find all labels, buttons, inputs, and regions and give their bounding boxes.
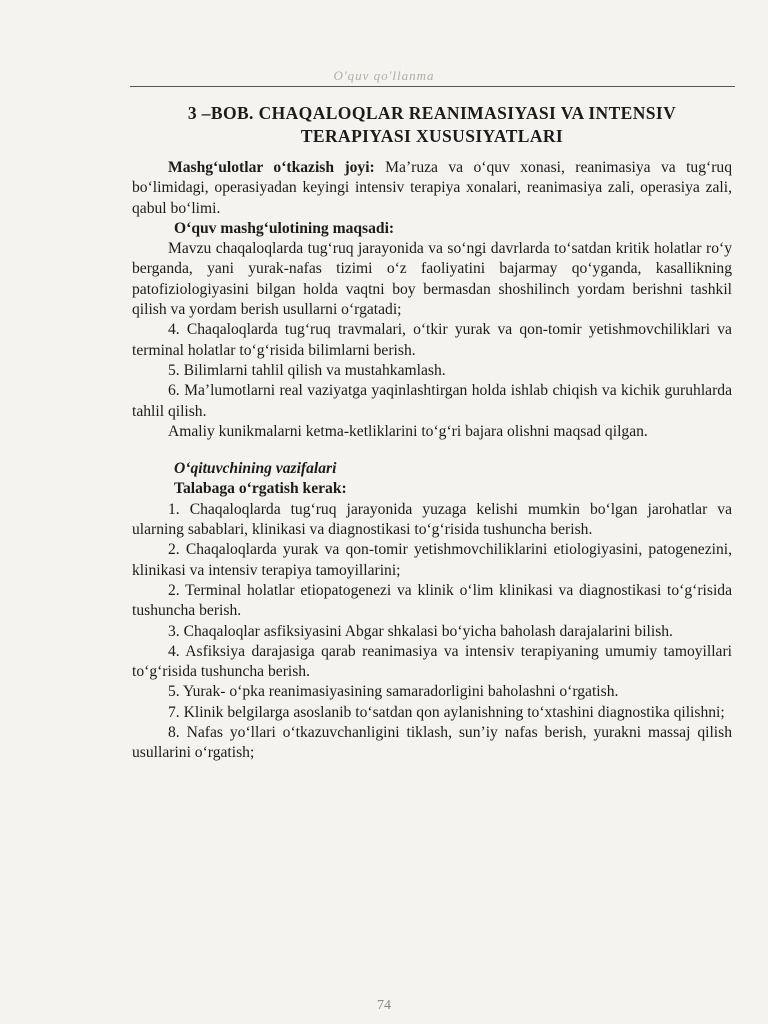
running-head: O'quv qo'llanma bbox=[333, 68, 435, 83]
goal-item bbox=[132, 381, 732, 422]
student-item-number: 2. bbox=[168, 581, 180, 599]
practical-paragraph: Amaliy kunikmalarni ketma-ketliklarini to‘g‘ri bajara olishni maqsad qilgan. bbox=[168, 422, 648, 440]
chapter-title-line-2: TERAPIYASI XUSUSIYATLARI bbox=[300, 126, 564, 146]
student-item bbox=[132, 622, 732, 642]
goal-item-text: Bilimlarni tahlil qilish va mustahkamlash. bbox=[183, 361, 446, 379]
goal-item-text: Chaqaloqlarda tug‘ruq travmalari, o‘tkir yurak va qon-tomir yetishmovchiliklari va terminal holatlar to‘g‘risida bilimlarni berish. bbox=[132, 321, 732, 359]
student-item-number: 7. bbox=[168, 703, 180, 721]
goal-item bbox=[132, 320, 732, 361]
goal-item-number: 5. bbox=[168, 361, 180, 379]
goal-item-text: Ma’lumotlarni real vaziyatga yaqinlashtirgan holda ishlab chiqish va kichik guruhlarda tahlil qilish. bbox=[132, 382, 732, 420]
student-item-text: Terminal holatlar etiopatogenezi va klinik o‘lim klinikasi va diagnostikasi to‘g‘risida tushuncha berish. bbox=[132, 581, 733, 620]
student-item bbox=[132, 500, 732, 541]
page-content bbox=[132, 102, 732, 764]
venue-label: Mashg‘ulotlar o‘tkazish joyi: bbox=[168, 159, 375, 176]
goal-item bbox=[132, 361, 732, 381]
student-item bbox=[132, 682, 732, 702]
student-item bbox=[132, 723, 732, 764]
student-item-number: 2. bbox=[168, 541, 180, 559]
goal-paragraph: Mavzu chaqaloqlarda tug‘ruq jarayonida va so‘ngi davrlarda to‘satdan kritik holatlar ro‘y berganda, yani yurak-nafas tizimi o‘z faoliyatini bajarmay qo‘yganda, kasallikning patofiziologiyasini bilgan holda vaqtni boy bermasdan shoshilinch yordam berishni tashkil qilish va yordam berish usullarni o‘rgatadi; bbox=[132, 240, 732, 319]
student-item-text: Asfiksiya darajasiga qarab reanimasiya va intensiv terapiyaning umumiy tamoyillari to‘g‘risida tushuncha berish. bbox=[132, 642, 732, 681]
student-item-text: Yurak- o‘pka reanimasiyasining samaradorligini baholashni o‘rgatish. bbox=[183, 683, 619, 701]
student-item bbox=[132, 703, 732, 723]
page-number: 74 bbox=[377, 998, 391, 1013]
student-item-text: Chaqaloqlarda tug‘ruq jarayonida yuzaga kelishi mumkin bo‘lgan jarohatlar va ularning sabablari, klinikasi va diagnostikasi to‘g‘risida tushuncha berish. bbox=[132, 500, 732, 539]
venue-text: Ma’ruza va o‘quv xonasi, reanimasiya va tug‘ruq bo‘limidagi, operasiyadan keyingi intensiv terapiya xonalari, reanimasiya zali, operasiya zali, qabul bo‘limi. bbox=[132, 159, 733, 217]
chapter-title bbox=[132, 102, 732, 148]
student-item-text: Klinik belgilarga asoslanib to‘satdan qon aylanishning to‘xtashini diagnostika qilishni; bbox=[183, 703, 725, 721]
goal-item-number: 4. bbox=[168, 321, 180, 339]
student-item-text: Chaqaloqlar asfiksiyasini Abgar shkalasi bo‘yicha baholash darajalarini bilish. bbox=[183, 622, 673, 640]
student-item-number: 1. bbox=[168, 500, 180, 518]
student-item-text: Chaqaloqlarda yurak va qon-tomir yetishmovchiliklarini etiologiyasini, patogenezini, klinikasi va intensiv terapiya tamoyillarini; bbox=[132, 541, 733, 579]
chapter-title-line-1: 3 –BOB. CHAQALOQLAR REANIMASIYASI VA INTENSIV bbox=[187, 103, 677, 123]
student-item bbox=[132, 540, 732, 581]
student-item-number: 3. bbox=[168, 622, 180, 640]
student-item bbox=[132, 642, 732, 683]
student-item bbox=[132, 581, 732, 622]
student-item-number: 4. bbox=[168, 642, 180, 660]
student-item-text: Nafas yo‘llari o‘tkazuvchanligini tiklash, sun’iy nafas berish, yurakni massaj qilish usullarini o‘rgatish; bbox=[132, 724, 732, 762]
teacher-heading: O‘qituvchining vazifalari bbox=[174, 460, 337, 478]
student-heading: Talabaga o‘rgatish kerak: bbox=[174, 480, 347, 498]
goal-heading: O‘quv mashg‘ulotining maqsadi: bbox=[174, 219, 395, 237]
goal-item-number: 6. bbox=[168, 382, 180, 400]
student-item-number: 5. bbox=[168, 683, 180, 701]
header-rule bbox=[130, 86, 735, 87]
venue-paragraph bbox=[132, 158, 732, 219]
student-item-number: 8. bbox=[168, 724, 180, 742]
